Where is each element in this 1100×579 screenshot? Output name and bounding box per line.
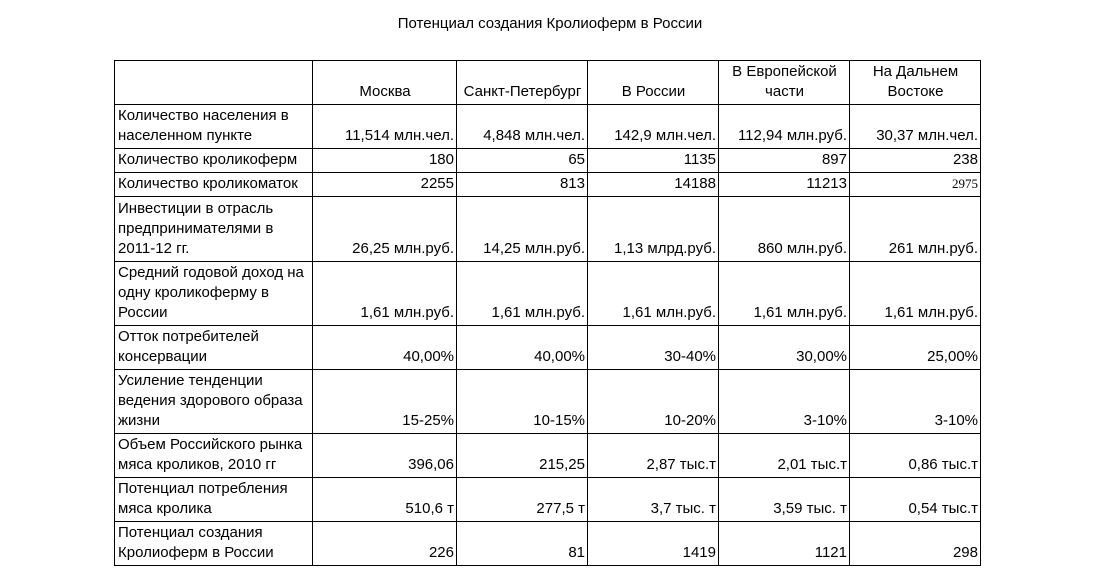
table-cell: 897 (719, 149, 850, 173)
table-cell: 1,61 млн.руб. (313, 262, 457, 326)
table-cell: 10-20% (588, 370, 719, 434)
row-label: Количество населения в населенном пункте (115, 105, 313, 149)
row-label: Потенциал потребления мяса кролика (115, 478, 313, 522)
column-header: Москва (313, 61, 457, 105)
row-label: Объем Российского рынка мяса кроликов, 2010 гг (115, 434, 313, 478)
table-cell: 396,06 (313, 434, 457, 478)
header-row (115, 61, 981, 105)
table-cell: 30,00% (719, 326, 850, 370)
row-label: Инвестиции в отрасль предпринимателями в 2011-12 гг. (115, 197, 313, 262)
data-table (114, 60, 981, 566)
table-row (115, 522, 981, 566)
table-cell: 30,37 млн.чел. (850, 105, 981, 149)
table-cell: 1121 (719, 522, 850, 566)
table-cell: 2,01 тыс.т (719, 434, 850, 478)
table-cell: 3,59 тыс. т (719, 478, 850, 522)
table-cell: 142,9 млн.чел. (588, 105, 719, 149)
table-cell: 510,6 т (313, 478, 457, 522)
table-cell: 1,13 млрд.руб. (588, 197, 719, 262)
table-cell: 40,00% (457, 326, 588, 370)
table-cell: 2975 (850, 173, 981, 197)
table-cell: 1,61 млн.руб. (719, 262, 850, 326)
row-label: Потенциал создания Кролиоферм в России (115, 522, 313, 566)
table-cell: 238 (850, 149, 981, 173)
table-cell: 25,00% (850, 326, 981, 370)
table-row (115, 326, 981, 370)
table-row (115, 105, 981, 149)
table-cell: 14,25 млн.руб. (457, 197, 588, 262)
table-row (115, 262, 981, 326)
table-cell: 0,54 тыс.т (850, 478, 981, 522)
column-header: Санкт-Петербург (457, 61, 588, 105)
table-cell: 65 (457, 149, 588, 173)
row-label: Усиление тенденции ведения здорового образа жизни (115, 370, 313, 434)
table-cell: 1419 (588, 522, 719, 566)
table-cell: 26,25 млн.руб. (313, 197, 457, 262)
table-cell: 11,514 млн.чел. (313, 105, 457, 149)
table-cell: 14188 (588, 173, 719, 197)
table-cell: 2,87 тыс.т (588, 434, 719, 478)
column-header: В России (588, 61, 719, 105)
row-label: Количество кроликоферм (115, 149, 313, 173)
table-cell: 226 (313, 522, 457, 566)
table-cell: 860 млн.руб. (719, 197, 850, 262)
table-cell: 1135 (588, 149, 719, 173)
table-cell: 1,61 млн.руб. (457, 262, 588, 326)
table-row (115, 149, 981, 173)
table-cell: 10-15% (457, 370, 588, 434)
table-cell: 40,00% (313, 326, 457, 370)
row-label: Отток потребителей консервации (115, 326, 313, 370)
table-cell: 277,5 т (457, 478, 588, 522)
table-cell: 3,7 тыс. т (588, 478, 719, 522)
table-cell: 30-40% (588, 326, 719, 370)
column-header: На Дальнем Востоке (850, 61, 981, 105)
table-cell: 81 (457, 522, 588, 566)
row-label: Средний годовой доход на одну кроликоферму в России (115, 262, 313, 326)
page-title: Потенциал создания Кролиоферм в России (397, 15, 703, 32)
table-cell: 2255 (313, 173, 457, 197)
table-cell: 298 (850, 522, 981, 566)
column-header: В Европейской части (719, 61, 850, 105)
table-cell: 813 (457, 173, 588, 197)
table-cell: 112,94 млн.руб. (719, 105, 850, 149)
table-row (115, 478, 981, 522)
table-cell: 4,848 млн.чел. (457, 105, 588, 149)
table-cell: 1,61 млн.руб. (850, 262, 981, 326)
row-label: Количество кроликоматок (115, 173, 313, 197)
table-row (115, 173, 981, 197)
table-cell: 0,86 тыс.т (850, 434, 981, 478)
table-cell: 15-25% (313, 370, 457, 434)
table-cell: 11213 (719, 173, 850, 197)
table-row (115, 370, 981, 434)
table-cell: 261 млн.руб. (850, 197, 981, 262)
table-cell: 215,25 (457, 434, 588, 478)
table-cell: 180 (313, 149, 457, 173)
header-corner (115, 61, 313, 105)
table-cell: 3-10% (850, 370, 981, 434)
table-cell: 1,61 млн.руб. (588, 262, 719, 326)
table-cell: 3-10% (719, 370, 850, 434)
table-row (115, 434, 981, 478)
table-row (115, 197, 981, 262)
